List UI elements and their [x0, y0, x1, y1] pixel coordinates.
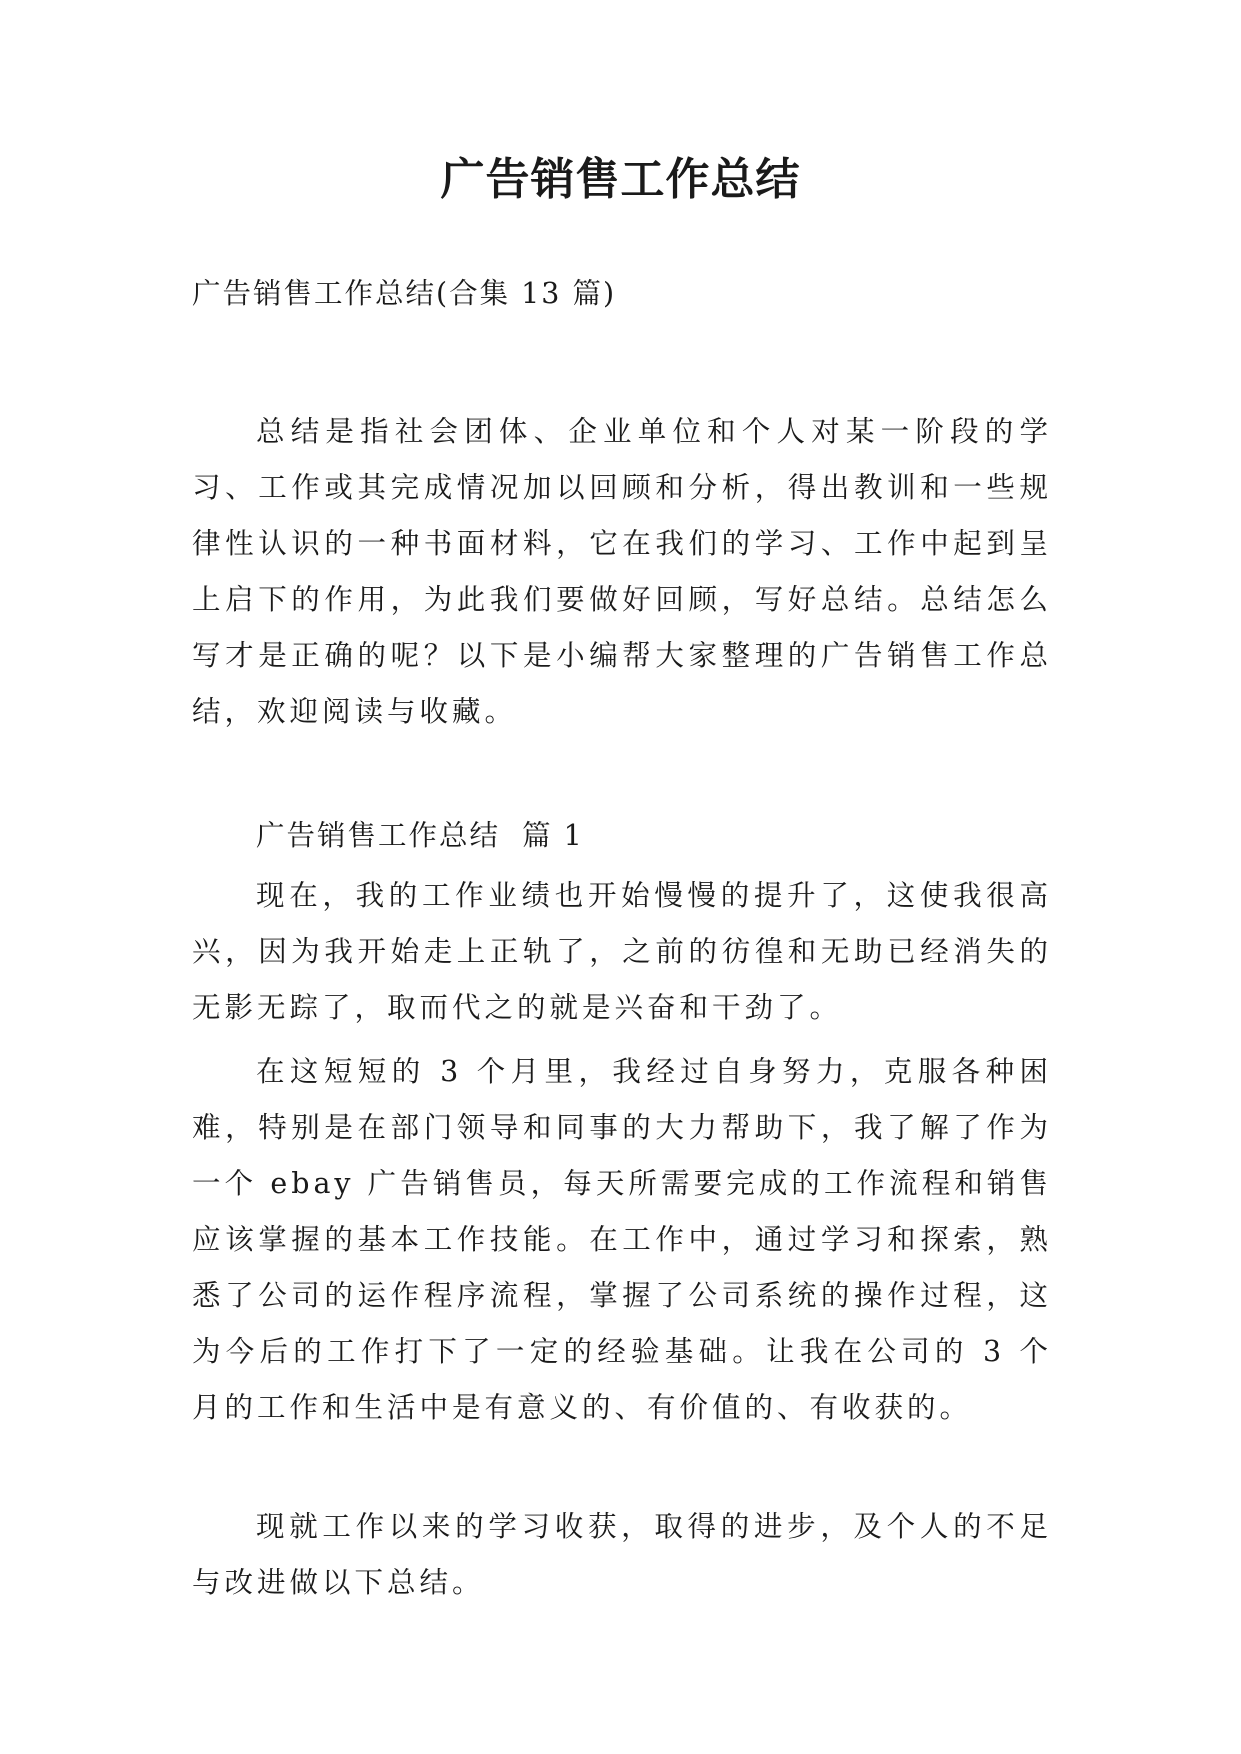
body-paragraph-2: 在这短短的 3 个月里，我经过自身努力，克服各种困难，特别是在部门领导和同事的大力帮助下，我了解了作为一个 ebay 广告销售员，每天所需要完成的工作流程和销售应该掌握的基本工作技能。在工作中，通过学习和探索，熟悉了公司的运作程序流程，掌握了公司系统的操作过程，这为今后的工作打下了一定的经验基础。让我在公司的 3 个月的工作和生活中是有意义的、有价值的、有收获的。	[192, 1055, 1052, 1424]
section-heading: 广告销售工作总结 篇 1	[256, 819, 584, 852]
body-paragraph-3: 现就工作以来的学习收获，取得的进步，及个人的不足与改进做以下总结。	[192, 1510, 1052, 1599]
document-subtitle: 广告销售工作总结(合集 13 篇)	[192, 277, 617, 310]
intro-paragraph: 总结是指社会团体、企业单位和个人对某一阶段的学习、工作或其完成情况加以回顾和分析，得出教训和一些规律性认识的一种书面材料，它在我们的学习、工作中起到呈上启下的作用，为此我们要做好回顾，写好总结。总结怎么写才是正确的呢？以下是小编帮大家整理的广告销售工作总结，欢迎阅读与收藏。	[192, 415, 1052, 728]
body-paragraph-1: 现在，我的工作业绩也开始慢慢的提升了，这使我很高兴，因为我开始走上正轨了，之前的彷徨和无助已经消失的无影无踪了，取而代之的就是兴奋和干劲了。	[192, 879, 1052, 1024]
document-title: 广告销售工作总结	[440, 154, 801, 205]
